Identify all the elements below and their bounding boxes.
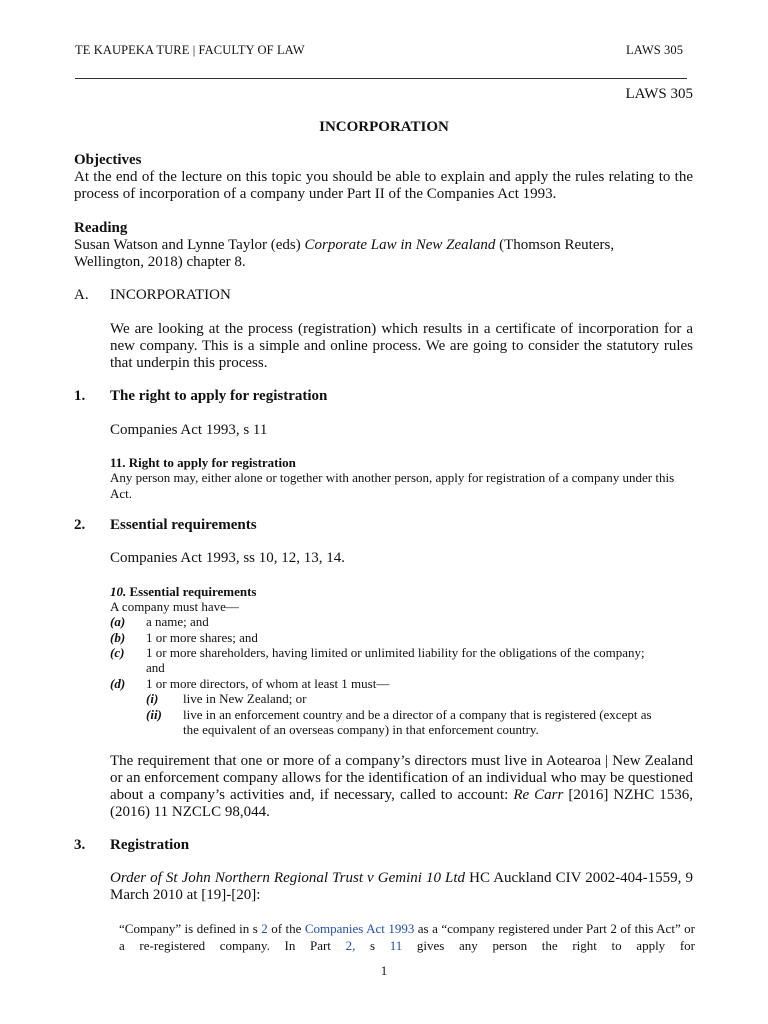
objectives-text: At the end of the lecture on this topic you should be able to explain and apply the rules relating to the process of incorporation of a company under Part II of the Companies Act 1993. [74,169,693,202]
reading-heading: Reading [74,220,128,236]
s10-quote-title [110,584,257,600]
link-companies-act[interactable]: Companies Act 1993 [304,921,415,936]
s10-item-text: 1 or more directors, of whom at least 1 must— [146,676,390,691]
section-3-title: Registration [110,837,190,853]
case-name: Order of St John Northern Regional Trust v Gemini 10 Ltd [110,870,466,886]
section-a-title: INCORPORATION [110,287,231,303]
s10-item-text: a name; and [146,614,209,629]
s10-item-text-continued: and [146,660,165,675]
case-citation: [2016] NZHC 1536, (2016) 11 NZCLC 98,044. [110,787,693,820]
s10-subitem-label: (i) [146,691,159,706]
s10-item-text: 1 or more shares; and [146,630,258,645]
header-rule [75,78,687,79]
section-2-reference: Companies Act 1993, ss 10, 12, 13, 14. [110,550,345,566]
s10-subitem-text-continued: the equivalent of an overseas company) in that enforcement country. [183,722,539,737]
s10-item-text: 1 or more shareholders, having limited or unlimited liability for the obligations of the company; [146,645,645,660]
s10-intro: A company must have— [110,599,239,614]
section-3-number: 3. [74,837,86,853]
link-section-2[interactable]: 2 [261,921,268,936]
course-code: LAWS 305 [625,86,693,102]
s10-subitem-label: (ii) [146,707,162,722]
section-2-paragraph [110,753,693,821]
link-section-11[interactable]: 11 [389,938,403,953]
section-a-number: A. [74,287,89,303]
running-header-right: LAWS 305 [626,43,684,57]
s10-item-label: (c) [110,645,125,660]
section-a-text: We are looking at the process (registration) which results in a certificate of incorporation for a new company. This is a simple and online process. We are going to consider the statutory rules that underpin this process. [110,321,693,371]
running-header-left: TE KAUPEKA TURE | FACULTY OF LAW [75,43,305,57]
section-3-case-reference [110,870,693,904]
s11-quote-title: 11. Right to apply for registration [110,455,296,470]
objectives-heading: Objectives [74,152,142,168]
s10-subitem-text: live in New Zealand; or [183,691,307,706]
reading-text [74,237,674,271]
section-3-quote: “Company” is defined in s 2 of the Companies Act 1993 as a “company registered under Part 2 of this Act” or a re-registered company. In Part 2, s 11 gives any person the right to apply for [119,921,696,953]
page-number: 1 [380,963,388,978]
reading-publisher: (Thomson Reuters, Wellington, 2018) chapter 8. [74,237,615,270]
case-name: Re Carr [513,787,564,803]
section-2-title: Essential requirements [110,517,257,533]
s10-item-label: (b) [110,630,126,645]
s10-heading: Essential requirements [126,584,257,599]
reading-authors: Susan Watson and Lynne Taylor (eds) [74,237,305,253]
s10-list-d [110,676,695,738]
s10-item-label: (a) [110,614,126,629]
reading-book-title: Corporate Law in New Zealand [304,237,496,253]
s10-item-label: (d) [110,676,126,691]
s10-subitem-text: live in an enforcement country and be a director of a company that is registered (except as [183,707,652,722]
section-1-number: 1. [74,388,86,404]
s11-quote-text: Any person may, either alone or together with another person, apply for registration of a company under this Act. [110,470,675,501]
paragraph-text: The requirement that one or more of a company’s directors must live in Aotearoa | New Zealand or an enforcement company allows for the identification of an individual who may be questioned about a company’s activities and, if necessary, called to account: [110,753,693,803]
section-1-title: The right to apply for registration [110,388,328,404]
s10-number: 10. [110,584,127,599]
s10-list [110,614,695,674]
page-title: INCORPORATION [319,119,449,135]
section-2-number: 2. [74,517,86,533]
case-citation: HC Auckland CIV 2002-404-1559, 9 March 2010 at [19]-[20]: [110,870,693,903]
section-1-reference: Companies Act 1993, s 11 [110,422,268,438]
link-part-2[interactable]: 2, [345,938,356,953]
